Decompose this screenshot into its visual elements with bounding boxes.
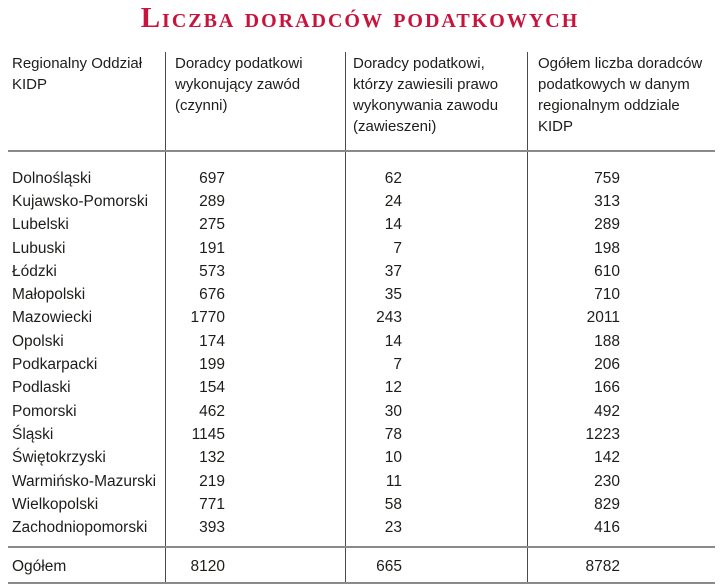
total-separator-line bbox=[8, 546, 715, 548]
table-row bbox=[0, 283, 720, 306]
region-name: Kujawsko-Pomorski bbox=[12, 192, 149, 210]
table-row bbox=[0, 353, 720, 376]
suspended-count: 78 bbox=[384, 425, 402, 443]
active-count: 573 bbox=[199, 262, 225, 280]
total-label: Ogółem bbox=[12, 557, 67, 575]
suspended-count: 58 bbox=[384, 495, 402, 513]
active-count: 676 bbox=[199, 286, 225, 304]
total-count: 230 bbox=[594, 472, 620, 490]
table-row bbox=[0, 237, 720, 260]
table-row bbox=[0, 260, 720, 283]
total-overall-count: 8782 bbox=[585, 557, 620, 575]
active-count: 771 bbox=[199, 495, 225, 513]
region-name: Lubuski bbox=[12, 239, 66, 257]
active-count: 191 bbox=[199, 239, 225, 257]
table-row bbox=[0, 190, 720, 213]
active-count: 393 bbox=[199, 519, 225, 537]
region-name: Śląski bbox=[12, 425, 54, 443]
table-row bbox=[0, 447, 720, 470]
suspended-count: 62 bbox=[384, 169, 402, 187]
column-header-active: Doradcy podatkowi wykonujący zawód (czynni) bbox=[175, 55, 303, 114]
header-underline bbox=[8, 150, 715, 152]
total-count: 492 bbox=[594, 402, 620, 420]
table-row bbox=[0, 470, 720, 493]
region-name: Mazowiecki bbox=[12, 309, 93, 327]
total-count: 166 bbox=[594, 379, 620, 397]
column-header-suspended: Doradcy podatkowi, którzy zawiesili prawo wykonywania zawodu (zawieszeni) bbox=[353, 55, 499, 135]
active-count: 174 bbox=[199, 332, 225, 350]
active-count: 219 bbox=[199, 472, 225, 490]
table-row bbox=[0, 400, 720, 423]
region-name: Łódzki bbox=[12, 262, 57, 280]
suspended-count: 7 bbox=[393, 239, 402, 257]
region-name: Podlaski bbox=[12, 379, 71, 397]
bottom-line bbox=[8, 582, 715, 584]
region-name: Świętokrzyski bbox=[12, 449, 106, 467]
region-name: Małopolski bbox=[12, 286, 86, 304]
table-row bbox=[0, 214, 720, 237]
total-count: 206 bbox=[594, 356, 620, 374]
total-active-count: 8120 bbox=[190, 557, 225, 575]
active-count: 1770 bbox=[190, 309, 225, 327]
column-header-region: Regionalny Oddział KIDP bbox=[12, 55, 143, 93]
region-name: Dolnośląski bbox=[12, 169, 92, 187]
total-count: 289 bbox=[594, 216, 620, 234]
suspended-count: 23 bbox=[384, 519, 402, 537]
table-row bbox=[0, 167, 720, 190]
active-count: 697 bbox=[199, 169, 225, 187]
region-name: Warmińsko-Mazurski bbox=[12, 472, 157, 490]
table-row bbox=[0, 307, 720, 330]
total-count: 759 bbox=[594, 169, 620, 187]
total-suspended-count: 665 bbox=[376, 557, 402, 575]
active-count: 1145 bbox=[191, 425, 225, 443]
table-body bbox=[0, 167, 720, 540]
column-header-total: Ogółem liczba doradców podatkowych w danym regionalnym oddziale KIDP bbox=[538, 55, 703, 135]
total-count: 188 bbox=[594, 332, 620, 350]
total-count: 2011 bbox=[586, 309, 620, 327]
suspended-count: 7 bbox=[393, 356, 402, 374]
total-count: 142 bbox=[594, 449, 620, 467]
region-name: Pomorski bbox=[12, 402, 77, 420]
suspended-count: 30 bbox=[384, 402, 402, 420]
table-row bbox=[0, 516, 720, 539]
table-row bbox=[0, 377, 720, 400]
region-name: Wielkopolski bbox=[12, 495, 99, 513]
region-name: Lubelski bbox=[12, 216, 69, 234]
table-row bbox=[0, 423, 720, 446]
active-count: 154 bbox=[199, 379, 225, 397]
suspended-count: 37 bbox=[384, 262, 402, 280]
suspended-count: 14 bbox=[384, 332, 402, 350]
active-count: 132 bbox=[199, 449, 225, 467]
total-count: 313 bbox=[594, 192, 620, 210]
total-count: 710 bbox=[594, 286, 620, 304]
suspended-count: 24 bbox=[384, 192, 402, 210]
total-count: 198 bbox=[594, 239, 620, 257]
total-count: 416 bbox=[594, 519, 620, 537]
suspended-count: 10 bbox=[384, 449, 402, 467]
region-name: Opolski bbox=[12, 332, 64, 350]
table-row bbox=[0, 493, 720, 516]
active-count: 289 bbox=[199, 192, 225, 210]
region-name: Zachodniopomorski bbox=[12, 519, 148, 537]
active-count: 275 bbox=[199, 216, 225, 234]
total-row bbox=[0, 551, 720, 582]
table-row bbox=[0, 330, 720, 353]
region-name: Podkarpacki bbox=[12, 356, 98, 374]
suspended-count: 12 bbox=[384, 379, 402, 397]
active-count: 199 bbox=[199, 356, 225, 374]
total-count: 829 bbox=[594, 495, 620, 513]
suspended-count: 11 bbox=[385, 472, 402, 490]
total-count: 1223 bbox=[585, 425, 620, 443]
active-count: 462 bbox=[199, 402, 225, 420]
suspended-count: 243 bbox=[376, 309, 402, 327]
total-count: 610 bbox=[594, 262, 620, 280]
suspended-count: 35 bbox=[384, 286, 402, 304]
figure-title: Liczba doradców podatkowych bbox=[140, 2, 580, 34]
suspended-count: 14 bbox=[384, 216, 402, 234]
